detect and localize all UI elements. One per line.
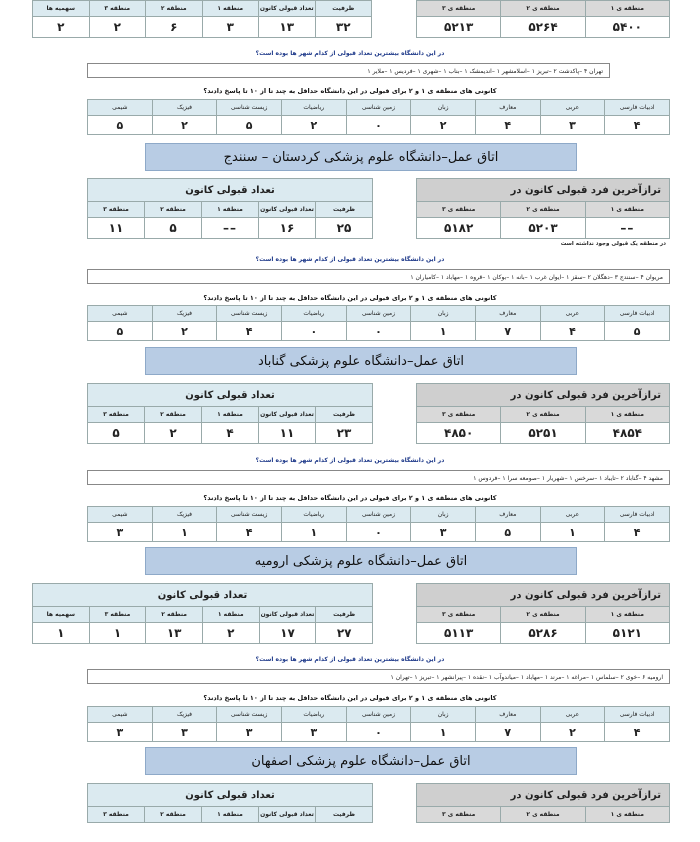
score-value: ۳ (152, 723, 217, 742)
score-value: ۱ (540, 523, 605, 542)
university-banner: اتاق عمل–دانشگاه علوم پزشکی اصفهان (145, 747, 577, 775)
score-value: ۱ (411, 723, 476, 742)
col-region3: منطقه ی ۳ (417, 1, 501, 17)
subject-label: معارف (475, 707, 540, 723)
accept-value: ۱۷ (259, 623, 316, 644)
min-rank-value: ۵۲۶۴ (501, 17, 585, 38)
accept-value: –– (202, 218, 259, 239)
subject-label: معارف (475, 306, 540, 322)
subject-label: ریاضیات (281, 100, 346, 116)
subject-label: عربی (540, 507, 605, 523)
subject-label: معارف (475, 507, 540, 523)
score-value: ۰ (281, 322, 346, 341)
col-r2: منطقه ۲ (145, 807, 202, 823)
subject-label: ادبیات فارسی (605, 100, 670, 116)
cities-box: مشهد ۴ –گناباد ۲ –تایباد ۱ –سرخس ۱ –شهریار ۱ –صومعه سرا ۱ –فردوس ۱ (87, 470, 670, 485)
subject-label: فیزیک (152, 707, 217, 723)
col-region1: منطقه ی ۱ (585, 1, 669, 17)
min-rank-value: ۵۲۰۳ (501, 218, 585, 239)
score-value: ۲ (281, 116, 346, 135)
score-value: ۵ (217, 116, 282, 135)
accept-table-2 (87, 383, 373, 444)
score-value: ۷ (475, 322, 540, 341)
subject-label: شیمی (88, 306, 153, 322)
score-value: ۵ (605, 322, 670, 341)
col-region3: منطقه ی ۳ (417, 807, 501, 823)
col-region3: منطقه ی ۳ (417, 202, 501, 218)
col-region3: منطقه ی ۳ (417, 407, 501, 423)
subject-label: ادبیات فارسی (605, 507, 670, 523)
university-banner: اتاق عمل–دانشگاه علوم پزشکی کردستان – سنندج (145, 143, 577, 171)
col-r1: منطقه ۱ (202, 202, 259, 218)
score-value: ۴ (605, 523, 670, 542)
score-value: ۲ (411, 116, 476, 135)
subject-label: فیزیک (152, 306, 217, 322)
min-rank-table-1 (416, 178, 670, 239)
score-question: کانونی های منطقه ی ۱ و ۲ برای قبولی در این دانشگاه حداقل به چند تا از ۱۰ تا پاسخ دادند؟ (203, 87, 497, 95)
subject-label: ریاضیات (281, 507, 346, 523)
subject-label: ریاضیات (281, 306, 346, 322)
university-banner: اتاق عمل–دانشگاه علوم پزشکی ارومیه (145, 547, 577, 575)
subject-label: عربی (540, 100, 605, 116)
accept-value: ۲ (202, 623, 259, 644)
score-value: ۵ (88, 322, 153, 341)
score-question: کانونی های منطقه ی ۱ و ۲ برای قبولی در این دانشگاه حداقل به چند تا از ۱۰ تا پاسخ دادند؟ (203, 694, 497, 702)
subject-label: زمین شناسی (346, 707, 411, 723)
accept-table-0 (32, 0, 372, 38)
subject-label: زبان (411, 306, 476, 322)
col-accepted: تعداد قبولی کانون (259, 1, 316, 17)
col-r2: منطقه ۲ (145, 202, 202, 218)
cities-question: در این دانشگاه بیشترین تعداد قبولی از کدام شهر ها بوده است؟ (255, 50, 445, 57)
accept-value: ۱۳ (259, 17, 316, 38)
university-banner: اتاق عمل–دانشگاه علوم پزشکی گناباد (145, 347, 577, 375)
subject-label: زبان (411, 507, 476, 523)
accept-value: ۴ (202, 423, 259, 444)
col-r3: منطقه ۳ (89, 1, 146, 17)
score-value: ۱ (152, 523, 217, 542)
subject-label: ادبیات فارسی (605, 306, 670, 322)
cities-box: تهران ۴ –پاکدشت ۲ –تبریز ۱ –اسلامشهر ۱ –اندیمشک ۱ –بناب ۱ –شهری ۱ –فردیس ۱ –ملایر ۱ (87, 63, 610, 78)
score-value: ۰ (346, 116, 411, 135)
region1-note: در منطقه یک قبولی وجود نداشته است (560, 241, 666, 247)
min-rank-value: –– (585, 218, 669, 239)
min-rank-value: ۵۱۲۱ (585, 623, 669, 644)
score-value: ۳ (281, 723, 346, 742)
score-value: ۴ (475, 116, 540, 135)
min-rank-table-3 (416, 583, 670, 644)
score-value: ۵ (88, 116, 153, 135)
cities-question: در این دانشگاه بیشترین تعداد قبولی از کدام شهر ها بوده است؟ (255, 656, 445, 663)
score-value: ۲ (540, 723, 605, 742)
score-value: ۴ (217, 523, 282, 542)
col-accepted: تعداد قبولی کانون (259, 202, 316, 218)
subject-label: زیست شناسی (217, 707, 282, 723)
cities-question: در این دانشگاه بیشترین تعداد قبولی از کدام شهر ها بوده است؟ (255, 457, 445, 464)
accept-table-4 (87, 783, 373, 823)
min-rank-value: ۵۲۸۶ (501, 623, 585, 644)
min-rank-table-2 (416, 383, 670, 444)
col-accepted: تعداد قبولی کانون (259, 607, 316, 623)
subject-label: معارف (475, 100, 540, 116)
min-rank-title: ترازآخرین فرد قبولی کانون در (417, 584, 670, 607)
accept-value: ۱ (89, 623, 146, 644)
cities-question: در این دانشگاه بیشترین تعداد قبولی از کدام شهر ها بوده است؟ (255, 256, 445, 263)
score-question: کانونی های منطقه ی ۱ و ۲ برای قبولی در این دانشگاه حداقل به چند تا از ۱۰ تا پاسخ دادند؟ (203, 294, 497, 302)
accept-value: ۲ (89, 17, 146, 38)
accept-value: ۳ (202, 17, 259, 38)
min-rank-value: ۵۲۱۳ (417, 17, 501, 38)
accept-value: ۲۵ (316, 218, 373, 239)
score-value: ۵ (475, 523, 540, 542)
min-rank-table-0 (416, 0, 670, 38)
col-region2: منطقه ی ۲ (501, 807, 585, 823)
accept-table-3 (32, 583, 373, 644)
subject-label: شیمی (88, 507, 153, 523)
score-value: ۳ (411, 523, 476, 542)
score-table-1 (87, 305, 670, 341)
min-rank-value: ۵۱۸۲ (417, 218, 501, 239)
col-r3: منطقه ۳ (88, 807, 145, 823)
score-value: ۰ (346, 523, 411, 542)
accept-value: ۱۱ (259, 423, 316, 444)
score-value: ۷ (475, 723, 540, 742)
accept-value: ۲۳ (316, 423, 373, 444)
min-rank-title: ترازآخرین فرد قبولی کانون در (417, 179, 670, 202)
min-rank-value: ۴۸۵۰ (417, 423, 501, 444)
cities-box: مریوان ۴ –سنندج ۳ –دهگلان ۲ –سقز ۱ –ایوان غرب ۱ –بانه ۱ –بوکان ۱ –قروه ۱ –مهاباد ۱ –کامیاران ۱ (87, 269, 670, 284)
col-r2: منطقه ۲ (145, 407, 202, 423)
accept-title: تعداد قبولی کانون (33, 584, 373, 607)
cities-box: ارومیه ۶ –خوی ۲ –سلماس ۱ –مراغه ۱ –مرند ۱ –مهاباد ۱ –میاندوآب ۱ –نقده ۱ –پیرانشهر ۱ –تبریز ۱ –تهران ۱ (87, 669, 670, 684)
subject-label: شیمی (88, 100, 153, 116)
subject-label: ادبیات فارسی (605, 707, 670, 723)
col-capacity: ظرفیت (316, 407, 373, 423)
accept-value: ۱ (33, 623, 90, 644)
col-region3: منطقه ی ۳ (417, 607, 501, 623)
col-region2: منطقه ی ۲ (501, 202, 585, 218)
min-rank-value: ۵۴۰۰ (585, 17, 669, 38)
score-value: ۴ (540, 322, 605, 341)
score-value: ۳ (217, 723, 282, 742)
subject-label: شیمی (88, 707, 153, 723)
score-value: ۲ (152, 322, 217, 341)
col-r1: منطقه ۱ (202, 807, 259, 823)
accept-value: ۶ (146, 17, 203, 38)
subject-label: فیزیک (152, 100, 217, 116)
subject-label: زبان (411, 100, 476, 116)
accept-value: ۵ (145, 218, 202, 239)
score-table-3 (87, 706, 670, 742)
accept-value: ۲ (145, 423, 202, 444)
col-capacity: ظرفیت (316, 607, 373, 623)
accept-value: ۵ (88, 423, 145, 444)
accept-value: ۲ (33, 17, 90, 38)
min-rank-title: ترازآخرین فرد قبولی کانون در (417, 784, 670, 807)
col-quota: سهمیه ها (33, 607, 90, 623)
score-table-2 (87, 506, 670, 542)
accept-value: ۲۷ (316, 623, 373, 644)
col-capacity: ظرفیت (316, 807, 373, 823)
accept-value: ۱۳ (146, 623, 203, 644)
col-region2: منطقه ی ۲ (501, 607, 585, 623)
col-r1: منطقه ۱ (202, 1, 259, 17)
accept-value: ۱۱ (88, 218, 145, 239)
score-value: ۳ (88, 723, 153, 742)
score-value: ۴ (217, 322, 282, 341)
score-value: ۳ (88, 523, 153, 542)
min-rank-value: ۵۲۵۱ (501, 423, 585, 444)
subject-label: زبان (411, 707, 476, 723)
score-table-0 (87, 99, 670, 135)
subject-label: عربی (540, 306, 605, 322)
accept-table-1 (87, 178, 373, 239)
score-value: ۱ (411, 322, 476, 341)
col-r3: منطقه ۳ (88, 407, 145, 423)
col-region1: منطقه ی ۱ (585, 607, 669, 623)
score-value: ۳ (540, 116, 605, 135)
score-value: ۲ (152, 116, 217, 135)
subject-label: عربی (540, 707, 605, 723)
subject-label: زمین شناسی (346, 507, 411, 523)
min-rank-value: ۴۸۵۴ (585, 423, 669, 444)
score-question: کانونی های منطقه ی ۱ و ۲ برای قبولی در این دانشگاه حداقل به چند تا از ۱۰ تا پاسخ دادند؟ (203, 494, 497, 502)
col-accepted: تعداد قبولی کانون (259, 407, 316, 423)
min-rank-table-4 (416, 783, 670, 823)
subject-label: زیست شناسی (217, 507, 282, 523)
score-value: ۴ (605, 116, 670, 135)
subject-label: زمین شناسی (346, 306, 411, 322)
col-r2: منطقه ۲ (146, 1, 203, 17)
accept-value: ۱۶ (259, 218, 316, 239)
score-value: ۱ (281, 523, 346, 542)
col-region2: منطقه ی ۲ (501, 1, 585, 17)
col-region1: منطقه ی ۱ (585, 407, 669, 423)
col-accepted: تعداد قبولی کانون (259, 807, 316, 823)
subject-label: زیست شناسی (217, 306, 282, 322)
score-value: ۰ (346, 322, 411, 341)
accept-title: تعداد قبولی کانون (88, 784, 373, 807)
subject-label: زمین شناسی (346, 100, 411, 116)
col-region1: منطقه ی ۱ (585, 202, 669, 218)
subject-label: ریاضیات (281, 707, 346, 723)
col-capacity: ظرفیت (316, 202, 373, 218)
col-r3: منطقه ۳ (88, 202, 145, 218)
col-region1: منطقه ی ۱ (585, 807, 669, 823)
col-r3: منطقه ۳ (89, 607, 146, 623)
col-r1: منطقه ۱ (202, 407, 259, 423)
score-value: ۰ (346, 723, 411, 742)
col-quota: سهمیه ها (33, 1, 90, 17)
min-rank-title: ترازآخرین فرد قبولی کانون در (417, 384, 670, 407)
col-r2: منطقه ۲ (146, 607, 203, 623)
subject-label: فیزیک (152, 507, 217, 523)
subject-label: زیست شناسی (217, 100, 282, 116)
accept-value: ۳۲ (315, 17, 372, 38)
accept-title: تعداد قبولی کانون (88, 179, 373, 202)
accept-title: تعداد قبولی کانون (88, 384, 373, 407)
col-r1: منطقه ۱ (202, 607, 259, 623)
col-capacity: ظرفیت (315, 1, 372, 17)
min-rank-value: ۵۱۱۳ (417, 623, 501, 644)
col-region2: منطقه ی ۲ (501, 407, 585, 423)
score-value: ۴ (605, 723, 670, 742)
